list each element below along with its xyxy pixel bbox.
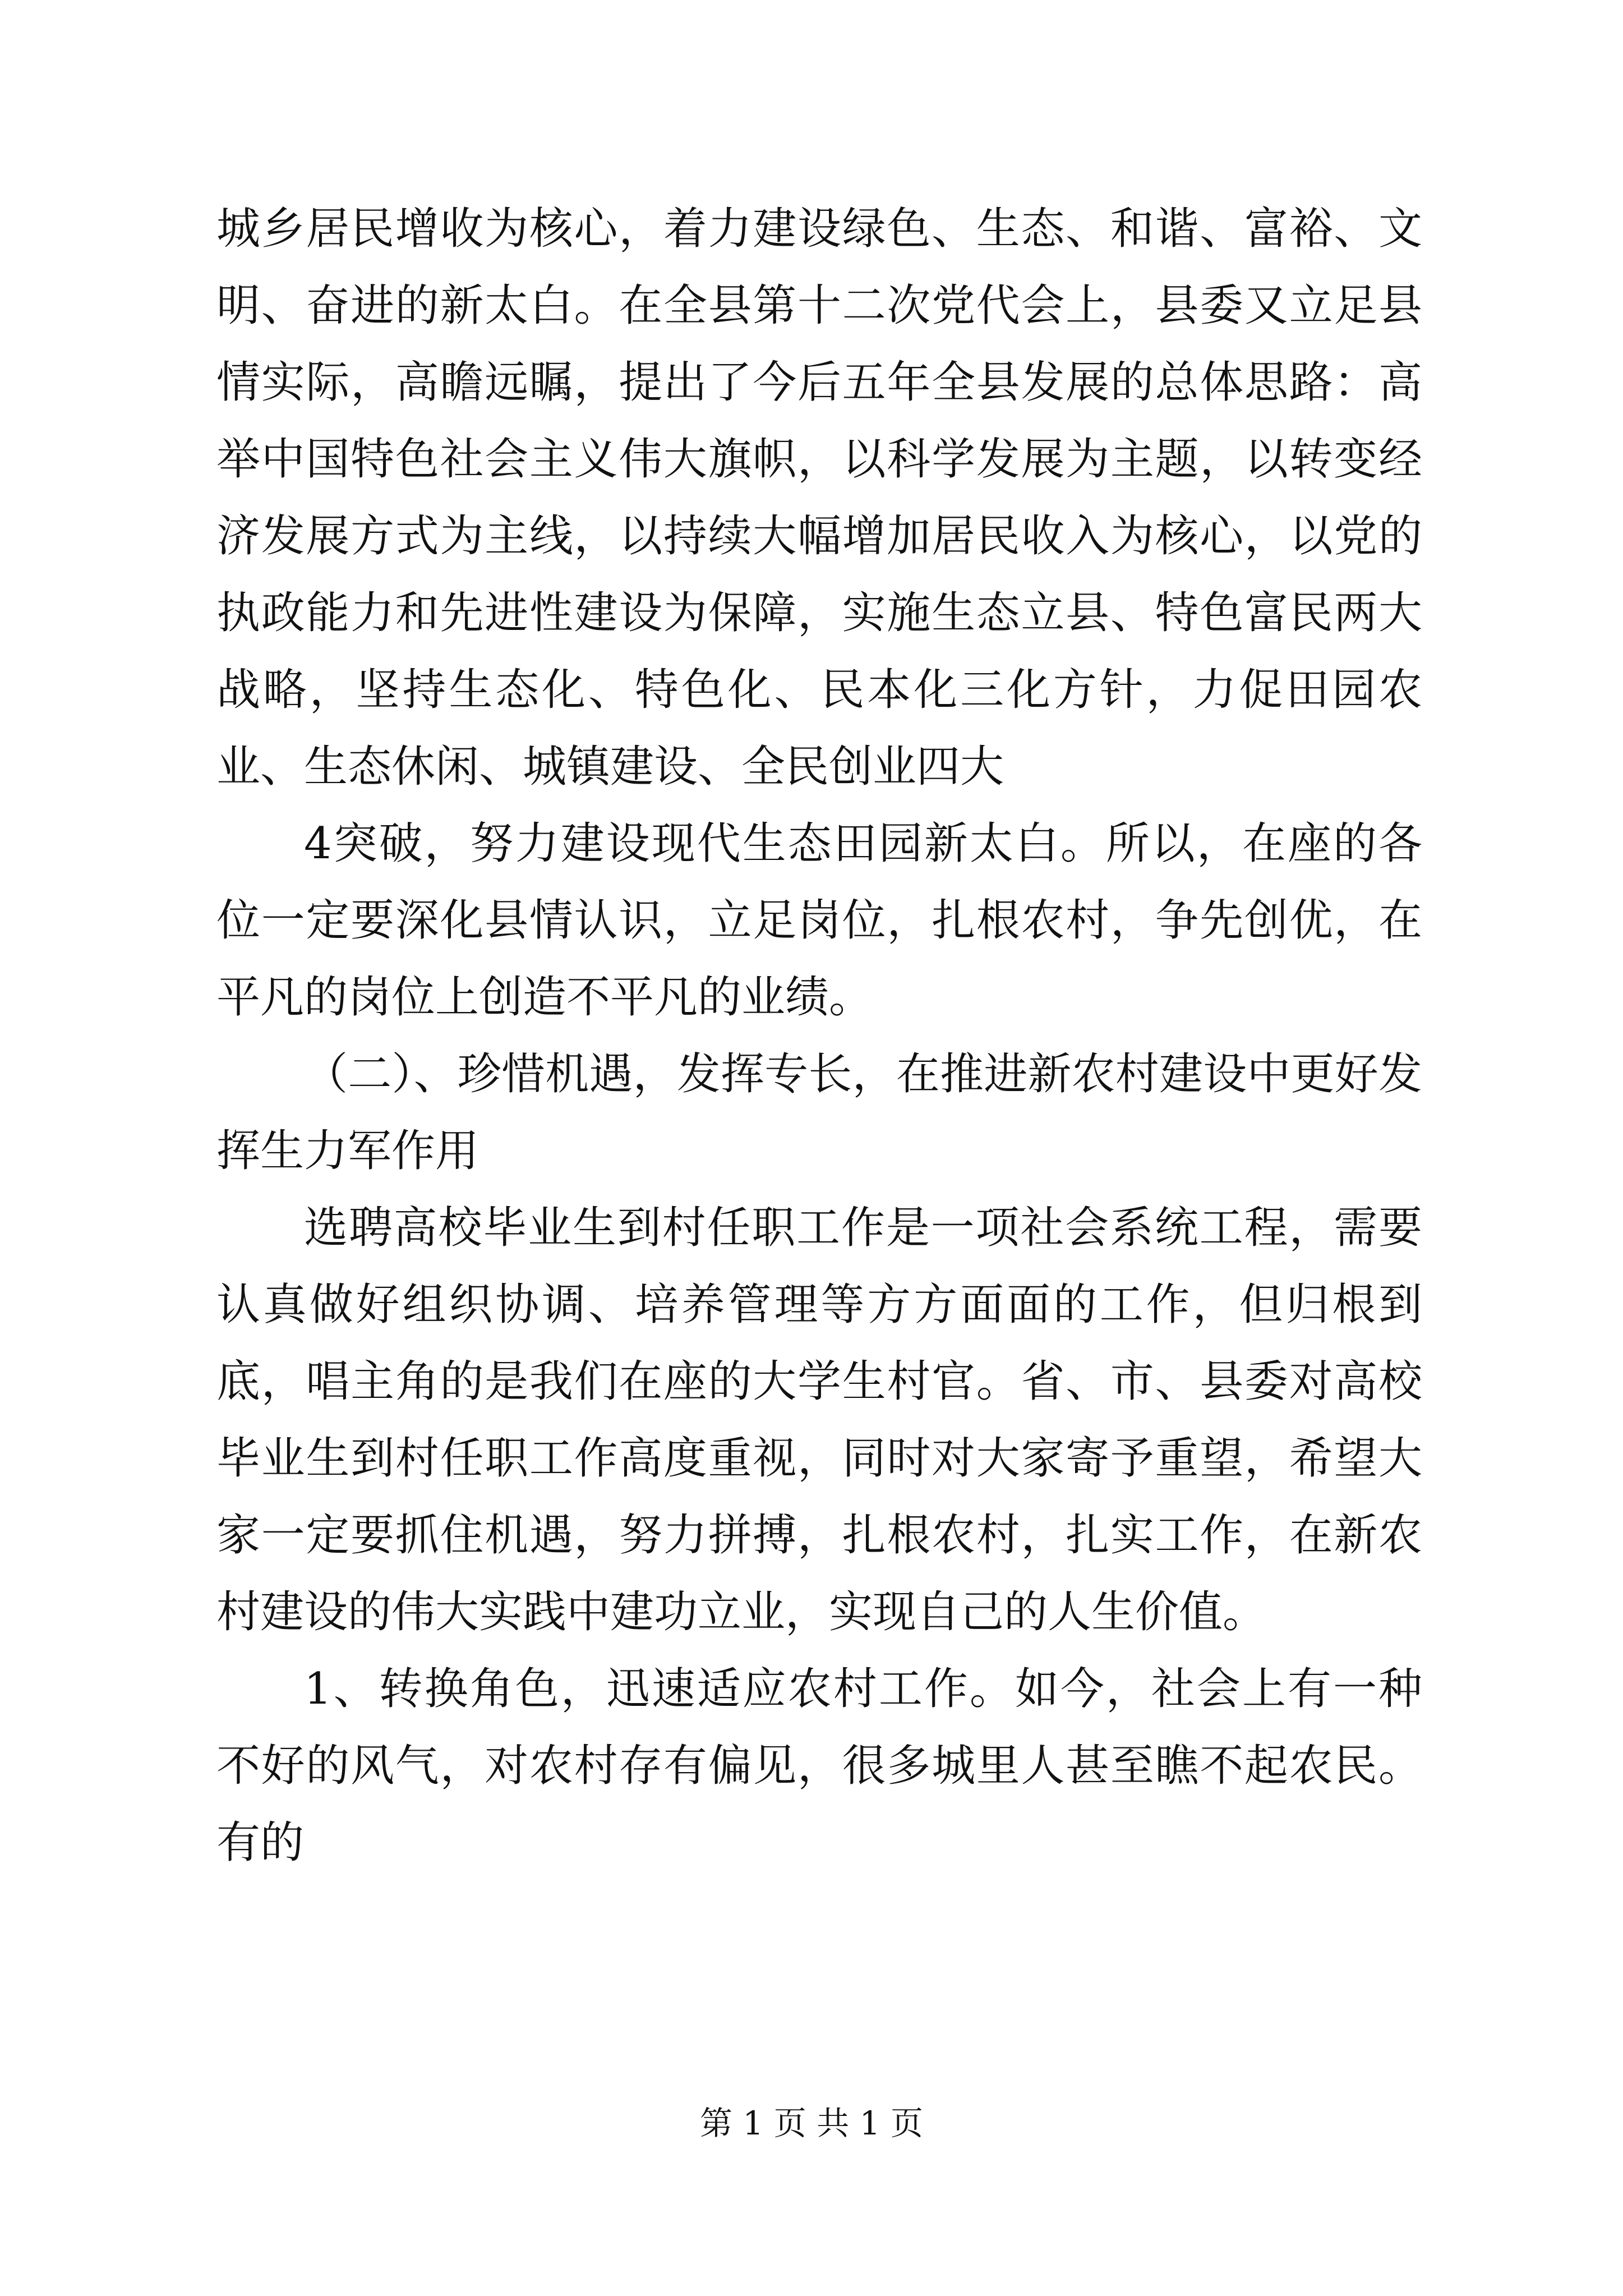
- section-heading: （二）、珍惜机遇，发挥专长，在推进新农村建设中更好发挥生力军作用: [216, 1049, 1422, 1176]
- paragraph-2: 4突破，努力建设现代生态田园新太白。所以，在座的各位一定要深化县情认识，立足岗位，扎根农村，争先创优，在平凡的岗位上创造不平凡的业绩。: [216, 818, 1422, 1023]
- paragraph-4: 1、转换角色，迅速适应农村工作。如今，社会上有一种不好的风气，对农村存有偏见，很多城里人甚至瞧不起农民。有的: [216, 1664, 1422, 1868]
- document-body: [216, 191, 1422, 1881]
- page-footer: 第 1 页 共 1 页: [700, 2104, 923, 2142]
- paragraph-3: 选聘高校毕业生到村任职工作是一项社会系统工程，需要认真做好组织协调、培养管理等方方面面的工作，但归根到底，唱主角的是我们在座的大学生村官。省、市、县委对高校毕业生到村任职工作高度重视，同时对大家寄予重望，希望大家一定要抓住机遇，努力拼搏，扎根农村，扎实工作，在新农村建设的伟大实践中建功立业，实现自己的人生价值。: [216, 1203, 1422, 1637]
- paragraph-1: 城乡居民增收为核心，着力建设绿色、生态、和谐、富裕、文明、奋进的新太白。在全县第十二次党代会上，县委又立足县情实际，高瞻远瞩，提出了今后五年全县发展的总体思路：高举中国特色社会主义伟大旗帜，以科学发展为主题，以转变经济发展方式为主线，以持续大幅增加居民收入为核心，以党的执政能力和先进性建设为保障，实施生态立县、特色富民两大战略，坚持生态化、特色化、民本化三化方针，力促田园农业、生态休闲、城镇建设、全民创业四大: [216, 204, 1422, 792]
